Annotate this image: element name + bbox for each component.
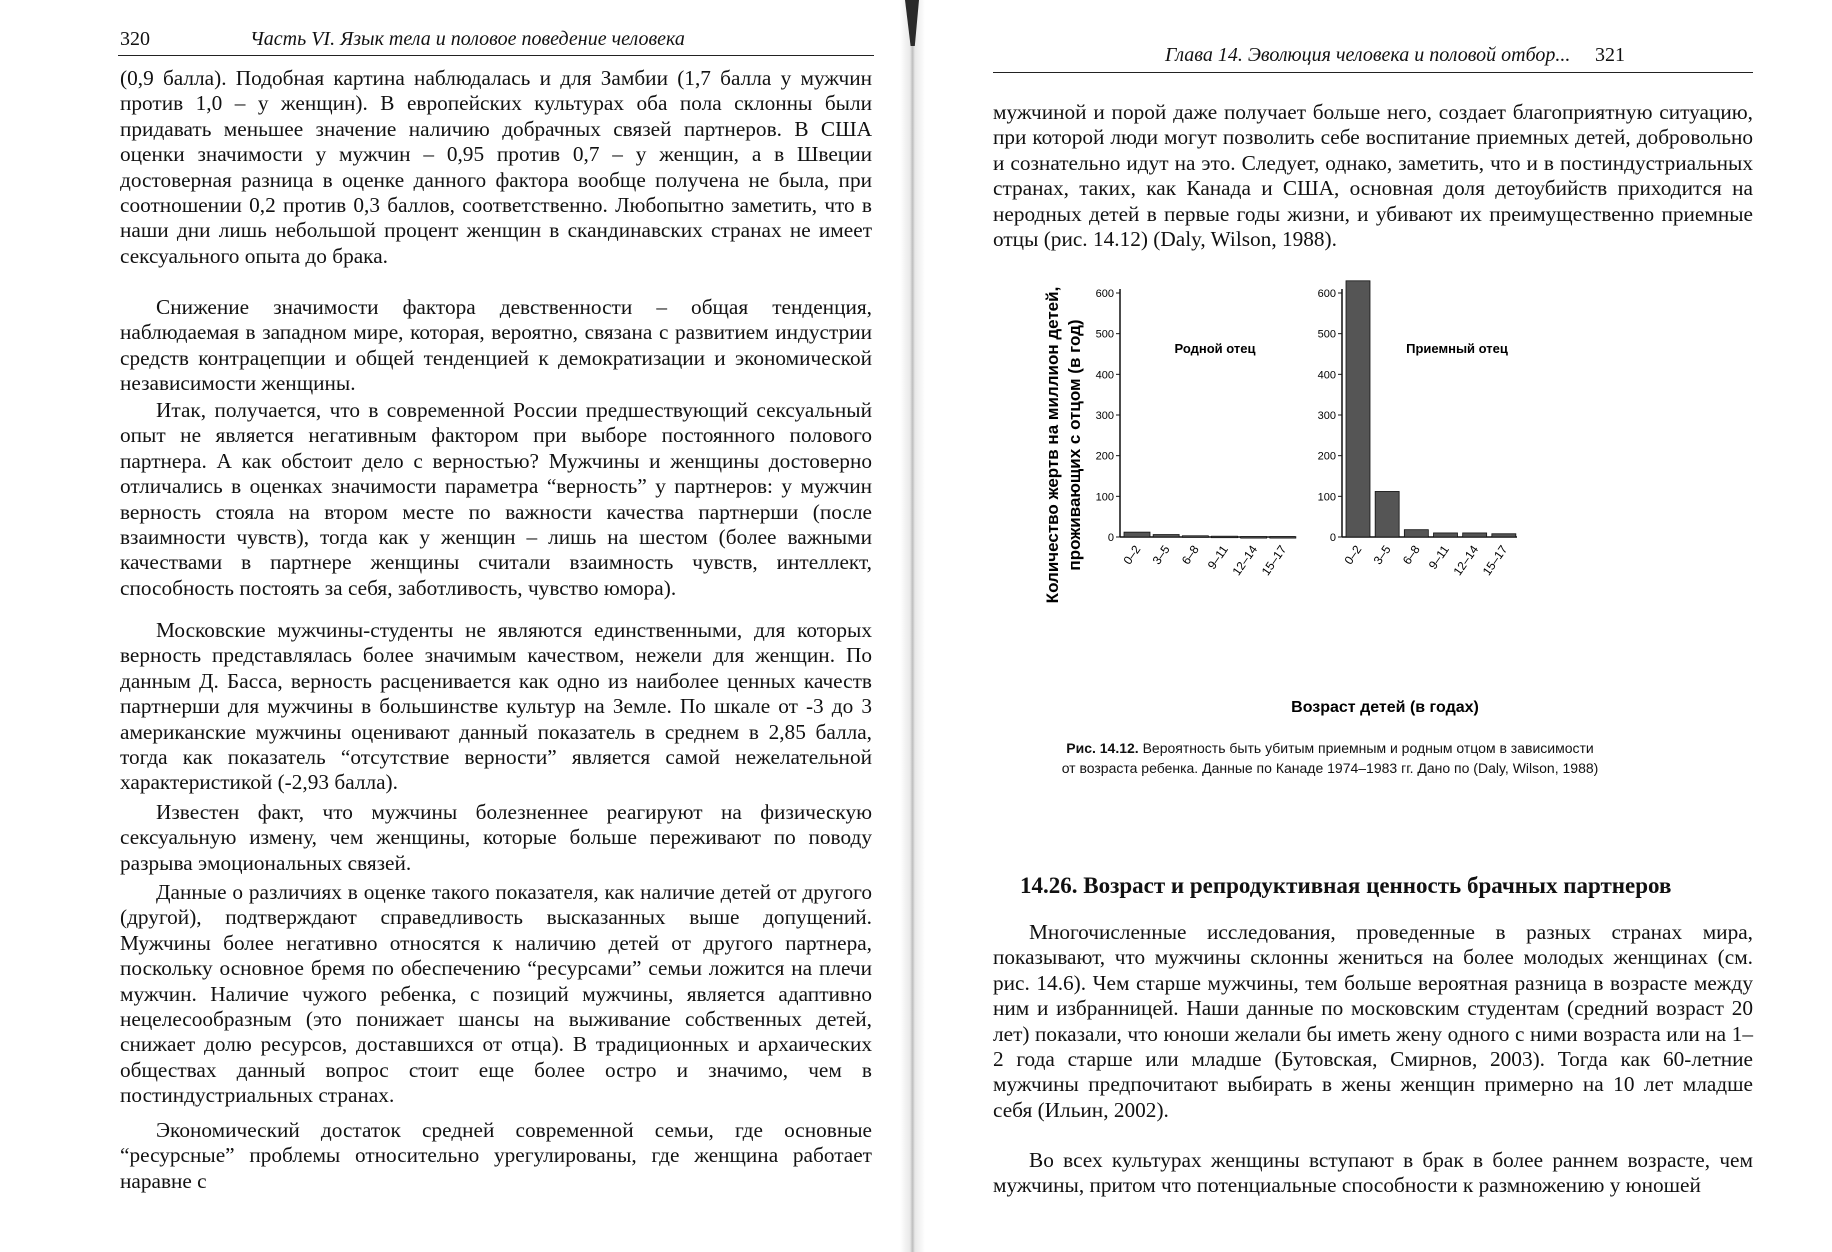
page-number: 321: [1595, 44, 1625, 66]
paragraph: Известен факт, что мужчины болезненнее реагируют на физическую сексуальную измену, чем женщины, которые больше переживают по поводу разрыва эмоциональных связей.: [120, 800, 872, 875]
y-tick-label: 500: [1095, 328, 1114, 341]
right-page: [925, 0, 1832, 1252]
panel-title: Родной отец: [1174, 341, 1256, 356]
x-tick-label: 0–2: [1120, 542, 1144, 568]
book-gutter: [900, 0, 925, 1252]
x-tick-label: 12–14: [1229, 542, 1261, 579]
x-tick-label: 15–17: [1479, 542, 1511, 579]
header-rule: [118, 55, 874, 56]
y-tick-label: 500: [1317, 328, 1336, 341]
bar: [1404, 530, 1428, 537]
paragraph: Экономический достаток средней современной семьи, где основные “ресурсные” проблемы относительно урегулированы, где женщина работает наравне с: [120, 1118, 872, 1193]
y-tick-label: 200: [1317, 450, 1336, 463]
y-axis-label-line1: Количество жертв на миллион детей,: [1043, 286, 1062, 604]
y-tick-label: 600: [1095, 288, 1114, 300]
left-running-head: [120, 28, 720, 51]
x-tick-label: 0–2: [1341, 542, 1365, 568]
header-rule: [993, 72, 1753, 73]
x-axis-label: Возраст детей (в годах): [1291, 699, 1479, 716]
section-heading: 14.26. Возраст и репродуктивная ценность брачных партнеров: [1020, 873, 1672, 898]
y-tick-label: 0: [1107, 532, 1114, 544]
running-head-title: Часть VI. Язык тела и половое поведение человека: [250, 28, 685, 50]
paragraph: Снижение значимости фактора девственности – общая тенденция, наблюдаемая в западном мире, которая, вероятно, связана с развитием индустрии средств контрацепции и общей тенденцией к демократизации и экономической независимости женщины.: [120, 295, 872, 396]
y-tick-label: 300: [1095, 410, 1114, 422]
x-tick-label: 3–5: [1149, 542, 1173, 568]
y-tick-label: 0: [1329, 532, 1336, 544]
y-tick-label: 600: [1317, 288, 1336, 300]
bar: [1346, 281, 1370, 537]
right-running-head: [1165, 44, 1625, 67]
running-head-title: Глава 14. Эволюция человека и половой отбор...: [1165, 44, 1571, 66]
bar: [1182, 536, 1208, 538]
paragraph: Во всех культурах женщины вступают в брак в более раннем возрасте, чем мужчины, притом что потенциальные способности к размножению у юношей: [993, 1148, 1753, 1198]
x-tick-label: 9–11: [1204, 542, 1231, 572]
caption-line1: Вероятность быть убитым приемным и родным отцом в зависимости: [1142, 740, 1594, 756]
page-number: 320: [120, 28, 150, 50]
bar: [1241, 537, 1267, 539]
panel-title: Приемный отец: [1406, 341, 1508, 356]
caption-label: Рис. 14.12.: [1066, 740, 1139, 756]
y-axis-label-line2: проживающих с отцом (в год): [1065, 319, 1084, 571]
bar: [1270, 537, 1296, 539]
bar: [1124, 532, 1150, 537]
y-tick-label: 400: [1317, 369, 1336, 382]
paragraph: Данные о различиях в оценке такого показателя, как наличие детей от другого (другой), подтверждают справедливость высказанных выше допущений. Мужчины более негативно относятся к наличию детей от другого партнера, поскольку основное бремя по обеспечению “ресурсами” семьи ложится на плечи мужчин. Наличие чужого ребенка, с позиций мужчины, является адаптивно нецелесообразным (это понижает шансы на выживание собственных детей, снижает долю ресурсов, доставшихся от отца). В традиционных и архаических обществах данный вопрос стоит еще более остро и значимо, чем в постиндустриальных странах.: [120, 880, 872, 1108]
y-tick-label: 200: [1095, 450, 1114, 463]
paragraph: (0,9 балла). Подобная картина наблюдалась и для Замбии (1,7 балла у мужчин против 1,0 – у женщин). В европейских культурах оба пола склонны были придавать меньшее значение наличию добрачных связей партнеров. В США оценки значимости у мужчин – 0,95 против 0,7 – у женщин, а в Швеции достоверная разница в оценке данного фактора вообще получена не была, при соотношении 0,2 против 0,3 баллов, соответственно. Любопытно заметить, что в наши дни лишь небольшой процент женщин в скандинавских странах не имеет сексуального опыта до брака.: [120, 66, 872, 268]
x-tick-label: 3–5: [1370, 542, 1394, 568]
figure-caption: [1030, 738, 1630, 778]
bar: [1492, 534, 1516, 537]
bar: [1212, 536, 1238, 538]
x-tick-label: 12–14: [1450, 542, 1482, 579]
paragraph: Итак, получается, что в современной России предшествующий сексуальный опыт не является негативным фактором при выборе постоянного полового партнера. А как обстоит дело с верностью? Мужчины и женщины достоверно отличались в оценках значимости параметра “верность” у партнеров: у мужчин верность стояла на втором месте по важности качества партнерши (после взаимности чувств), тогда как у женщин – лишь на шестом (более важными качествами в партнере женщины считали взаимность чувств, интеллект, способность постоять за себя, заботливость, чувство юмора).: [120, 398, 872, 600]
bar: [1153, 535, 1179, 537]
y-tick-label: 100: [1317, 491, 1336, 504]
bar: [1434, 533, 1458, 537]
x-tick-label: 15–17: [1258, 542, 1290, 579]
x-tick-label: 6–8: [1178, 542, 1202, 568]
caption-line2: от возраста ребенка. Данные по Канаде 1974–1983 гг. Дано по (Daly, Wilson, 1988): [1061, 760, 1599, 776]
paragraph: Многочисленные исследования, проведенные в разных странах мира, показывают, что мужчины склонны жениться на более молодых женщинах (см. рис. 14.6). Чем старше мужчины, тем больше вероятная разница в возрасте между ним и избранницей. Наши данные по московским студентам (средний возраст 20 лет) показали, что юноши желали бы иметь жену одного с ними возраста или на 1–2 года старше или младше (Бутовская, Смирнов, 2003). Тогда как 60-летние мужчины предпочитают выбирать в жены женщин примерно на 10 лет младше себя (Ильин, 2002).: [993, 920, 1753, 1122]
x-tick-label: 9–11: [1425, 542, 1452, 572]
bar: [1463, 533, 1487, 537]
y-tick-label: 100: [1095, 491, 1114, 504]
bar: [1375, 491, 1399, 537]
paragraph: мужчиной и порой даже получает больше него, создает благоприятную ситуацию, при которой люди могут позволить себе воспитание приемных детей, добровольно и сознательно идут на это. Следует, однако, заметить, что и в постиндустриальных странах, таких, как Канада и США, основная доля детоубийств приходится на неродных детей в первые годы жизни, и убивают их преимущественно приемные отцы (рис. 14.12) (Daly, Wilson, 1988).: [993, 100, 1753, 252]
y-tick-label: 400: [1095, 369, 1114, 382]
paragraph: Московские мужчины-студенты не являются единственными, для которых верность представлялась более значимым качеством, нежели для женщин. По данным Д. Басса, верность расценивается как одно из наиболее ценных качеств партнерши для мужчины в большинстве культур на Земле. По шкале от -3 до 3 американские мужчины оценивают данный показатель в среднем в 2,85 балла, тогда как показатель “отсутствие верности” является самой нежелательной характеристикой (-2,93 балла).: [120, 618, 872, 795]
bar-chart: [1040, 275, 1660, 725]
x-tick-label: 6–8: [1399, 542, 1423, 568]
left-page: [0, 0, 900, 1252]
y-tick-label: 300: [1317, 410, 1336, 422]
